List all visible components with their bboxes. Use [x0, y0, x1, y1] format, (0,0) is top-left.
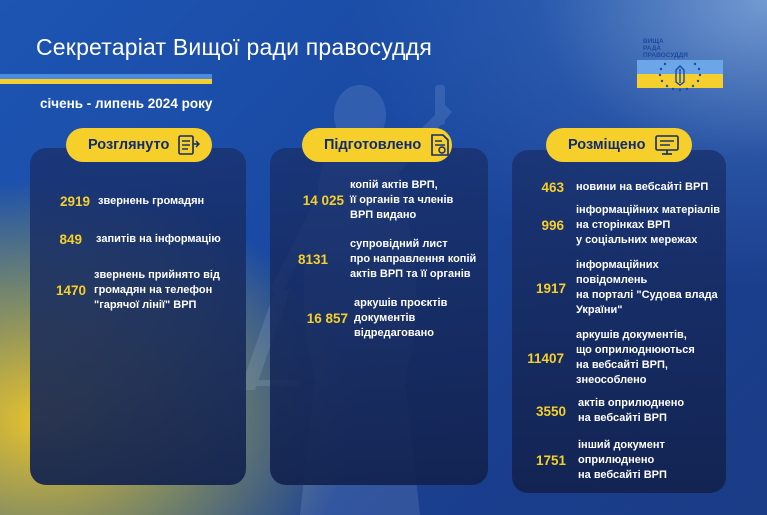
heading-prepared-label: Підготовлено	[324, 137, 422, 153]
stat-description	[98, 194, 204, 209]
period-subtitle: січень - липень 2024 року	[40, 96, 213, 111]
stat-text-line: громадян на телефон	[94, 284, 213, 296]
stat-text-line: інформаційних	[576, 259, 659, 271]
stat-text-line: її органів та членів	[350, 194, 454, 206]
stat-text-line: на вебсайті ВРП,	[576, 359, 668, 371]
stat-row	[520, 180, 708, 195]
page-title: Секретаріат Вищої ради правосуддя	[36, 34, 433, 60]
stat-text-line: у соціальних мережах	[576, 234, 698, 246]
stat-text-line: новини на вебсайті ВРП	[576, 181, 709, 193]
stat-text-line: аркушів проєктів	[354, 297, 448, 309]
stat-text-line: на порталі "Судова влада	[576, 289, 718, 301]
document-list-icon	[177, 132, 201, 158]
stat-text-line: на вебсайті ВРП	[578, 469, 667, 481]
stat-description	[350, 237, 476, 282]
stat-text-line: на сторінках ВРП	[576, 219, 671, 231]
stat-text-line: актів оприлюднено	[578, 397, 685, 409]
stat-text-line: про направлення копій	[350, 253, 477, 265]
stat-text-line: інформаційних матеріалів	[576, 204, 721, 216]
stat-text-line: повідомлень	[576, 274, 648, 286]
document-seal-icon	[429, 132, 451, 158]
stat-row	[282, 296, 447, 341]
vrp-logo	[637, 36, 729, 104]
stat-value: 3550	[535, 403, 566, 419]
logo-line-2: РАДА	[643, 45, 662, 52]
monitor-icon	[654, 132, 680, 158]
stat-value: 16 857	[306, 311, 348, 326]
stat-description	[578, 396, 684, 426]
stat-text-line: України"	[576, 304, 623, 316]
stat-text-line: що оприлюднюються	[576, 344, 695, 356]
stat-value: 11407	[527, 350, 564, 366]
stat-text-line: аркушів документів,	[576, 329, 687, 341]
stat-row	[44, 232, 221, 247]
stat-value: 8131	[297, 252, 328, 267]
stat-text-line: відредаговано	[354, 327, 434, 339]
heading-published-label: Розміщено	[568, 137, 646, 153]
stat-text-line: звернень громадян	[98, 195, 205, 207]
stat-description	[576, 328, 695, 388]
stat-text-line: звернень прийнято від	[94, 269, 220, 281]
logo-line-1: ВИЩА	[643, 38, 664, 45]
stat-text-line: актів ВРП та її органів	[350, 268, 471, 280]
stat-row	[520, 203, 720, 248]
stat-text-line: запитів на інформацію	[96, 233, 221, 245]
stat-description	[576, 203, 720, 248]
stat-row	[44, 194, 204, 209]
stat-value: 463	[541, 180, 564, 195]
stat-text-line: оприлюднено	[578, 454, 655, 466]
heading-reviewed-label: Розглянуто	[88, 137, 170, 153]
stat-row	[520, 438, 667, 483]
stat-value: 1751	[535, 453, 566, 468]
stat-value: 1917	[535, 280, 566, 296]
stat-description	[94, 268, 220, 313]
stat-value: 1470	[55, 283, 86, 298]
stat-value: 849	[59, 232, 82, 247]
stat-text-line: знеособлено	[576, 374, 647, 386]
stat-row	[520, 258, 718, 318]
heading-prepared	[302, 128, 452, 162]
logo-line-3: ПРАВОСУДДЯ	[643, 52, 688, 59]
logo-text	[643, 38, 688, 59]
stat-row	[282, 237, 476, 282]
stat-row	[282, 178, 453, 223]
stat-row	[520, 396, 684, 426]
stat-text-line: "гарячої лінії" ВРП	[94, 299, 197, 311]
heading-reviewed	[66, 128, 212, 162]
heading-published	[546, 128, 692, 162]
stat-text-line: документів	[354, 312, 416, 324]
stat-value: 2919	[59, 194, 90, 209]
stat-description	[96, 232, 221, 247]
stat-value: 996	[541, 218, 564, 233]
stat-description	[354, 296, 447, 341]
stat-row	[44, 268, 220, 313]
stat-text-line: на вебсайті ВРП	[578, 412, 667, 424]
stat-row	[520, 328, 695, 388]
stat-text-line: супровідний лист	[350, 238, 448, 250]
stat-value: 14 025	[302, 193, 344, 208]
stat-text-line: копій актів ВРП,	[350, 179, 438, 191]
logo-flag-emblem	[637, 60, 723, 100]
stat-description	[576, 180, 708, 195]
stat-text-line: ВРП видано	[350, 209, 417, 221]
stat-description	[576, 258, 718, 318]
stat-description	[578, 438, 667, 483]
flag-stripe-yellow	[0, 79, 212, 84]
stat-text-line: інший документ	[578, 439, 665, 451]
stat-description	[350, 178, 453, 223]
